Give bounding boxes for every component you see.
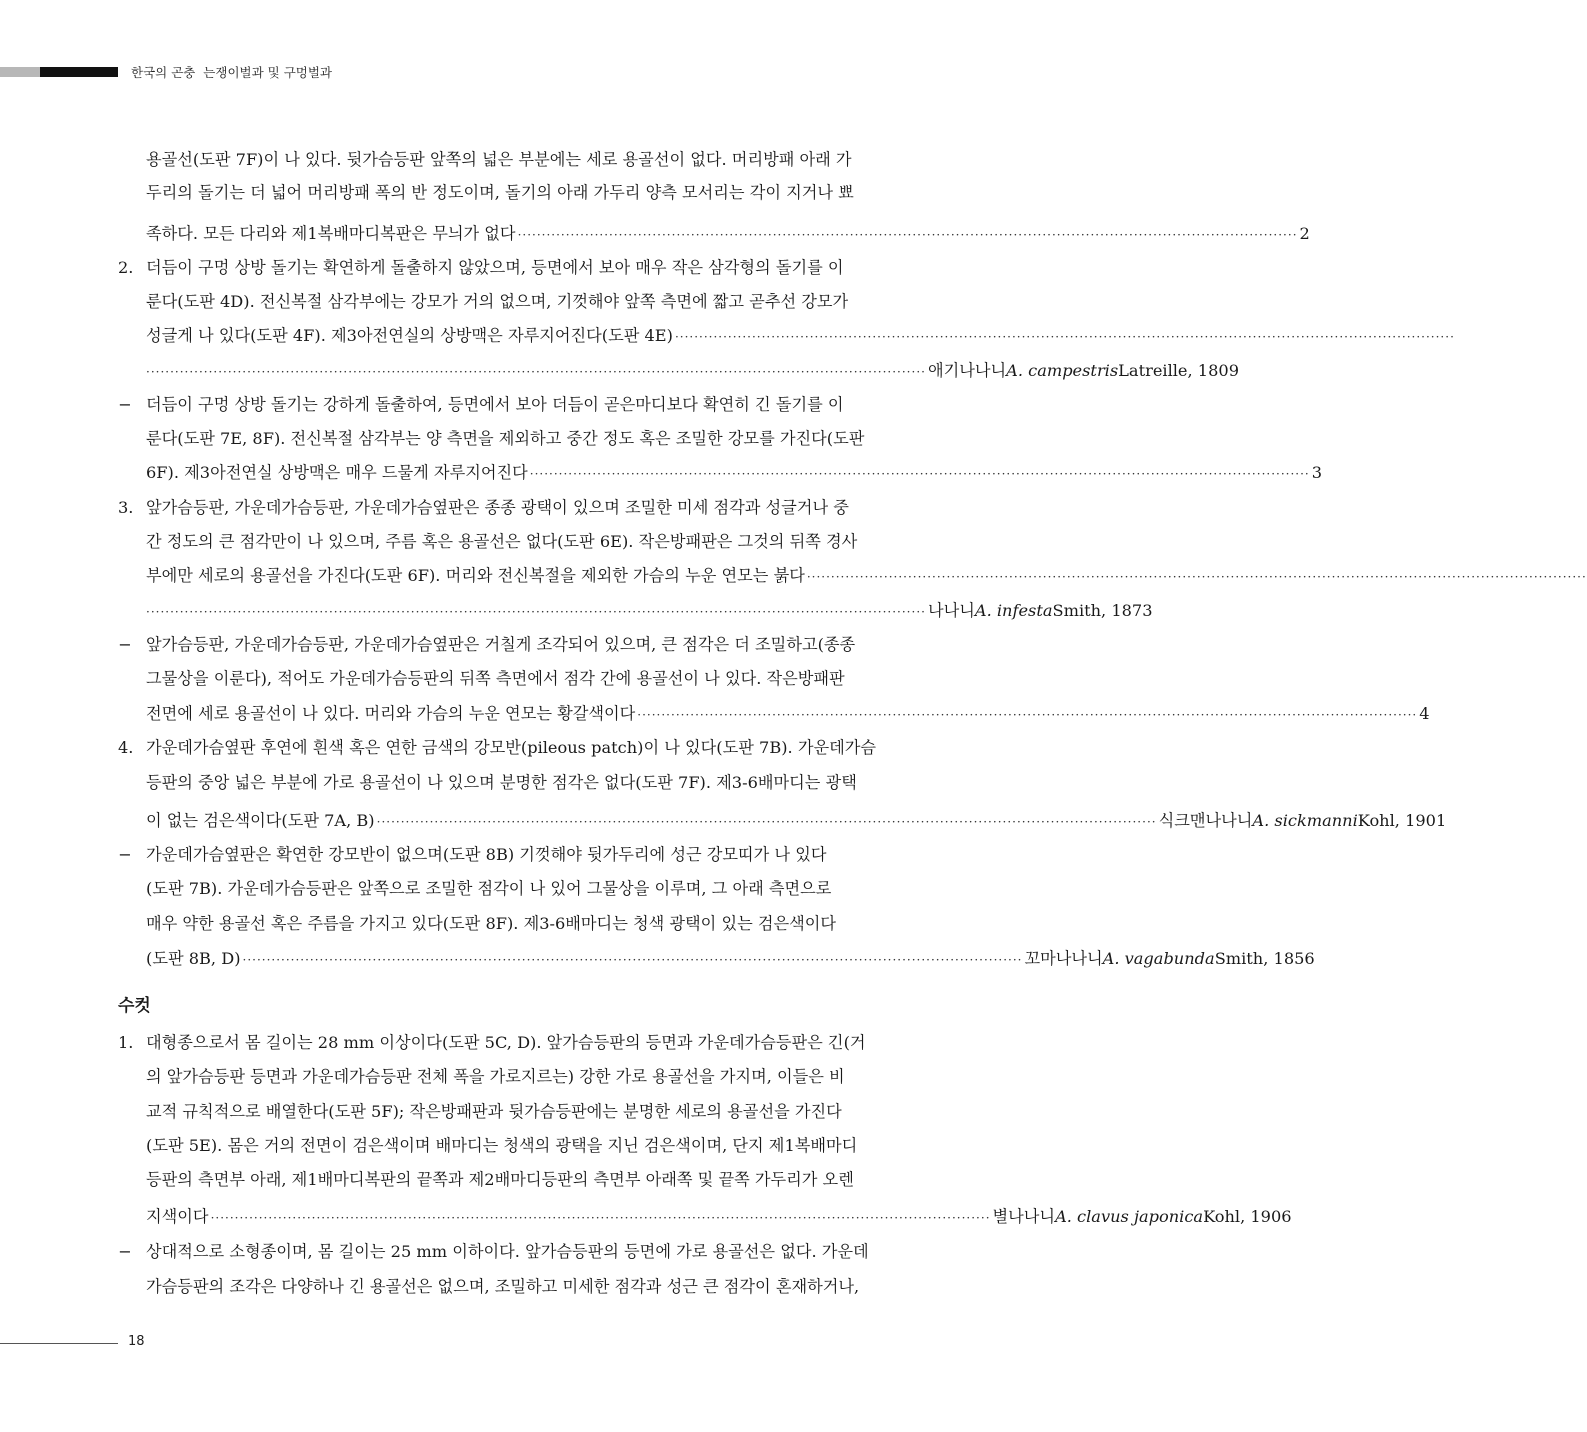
text-line xyxy=(146,809,1447,833)
species-korean-name: 애기나나니 xyxy=(927,361,1007,380)
leader-dots: ·································································································································································· xyxy=(529,467,1310,481)
text-span: 그물상을 이룬다), 적어도 가운데가슴등판의 뒤쪽 측면에서 점각 간에 용골선이 나 있다. 작은방패판 xyxy=(146,669,845,688)
text-span: (도판 8B, D) xyxy=(146,949,241,968)
text-line xyxy=(146,1065,960,1089)
text-span: 등판의 중앙 넓은 부분에 가로 용골선이 나 있으며 분명한 점각은 없다(도판 7F). 제3-6배마디는 광택 xyxy=(146,773,857,792)
couplet-dash: − xyxy=(118,1242,132,1261)
text-span: 가슴등판의 조각은 다양하나 긴 용골선은 없으며, 조밀하고 미세한 점각과 성근 큰 점각이 혼재하거나, xyxy=(146,1277,860,1296)
text-line xyxy=(146,912,960,936)
text-line xyxy=(146,771,960,795)
couplet-number: 3. xyxy=(118,498,134,517)
text-span: 룬다(도판 4D). 전신복절 삼각부에는 강모가 거의 없으며, 기껏해야 앞쪽 측면에 짧고 곧추선 강모가 xyxy=(146,292,849,311)
header-accent-gray xyxy=(0,67,40,77)
text-line xyxy=(146,843,960,867)
footer-rule xyxy=(0,1343,118,1344)
running-header: 한국의 곤충 는쟁이벌과 및 구멍벌과 xyxy=(131,65,332,80)
text-line xyxy=(146,148,960,172)
text-line xyxy=(146,461,1323,485)
text-span: 부에만 세로의 용골선을 가진다(도판 6F). 머리와 전신복절을 제외한 가슴의 누운 연모는 붉다 xyxy=(146,566,805,585)
couplet-dash: − xyxy=(118,635,132,654)
text-line xyxy=(146,1275,960,1299)
text-span: 전면에 세로 용골선이 나 있다. 머리와 가슴의 누운 연모는 황갈색이다 xyxy=(146,704,636,723)
text-span: 가운데가슴옆판은 확연한 강모반이 없으며(도판 8B) 기껏해야 뒷가두리에 성근 강모띠가 나 있다 xyxy=(146,845,827,864)
text-span: 앞가슴등판, 가운데가슴등판, 가운데가슴옆판은 거칠게 조각되어 있으며, 큰 점각은 더 조밀하고(종종 xyxy=(146,635,856,654)
section-heading: 수컷 xyxy=(118,996,151,1016)
couplet-dash: − xyxy=(118,395,132,414)
text-span: 앞가슴등판, 가운데가슴등판, 가운데가슴옆판은 종종 광택이 있으며 조밀한 미세 점각과 성글거나 중 xyxy=(146,498,849,517)
text-line xyxy=(146,393,960,417)
text-span: 지색이다 xyxy=(146,1207,209,1226)
text-span: 성글게 나 있다(도판 4F). 제3아전연실의 상방맥은 자루지어진다(도판 4E) xyxy=(146,326,673,345)
species-scientific-name: A. clavus japonica xyxy=(1055,1207,1204,1226)
text-line xyxy=(146,222,1310,246)
text-span: 대형종으로서 몸 길이는 28 mm 이상이다(도판 5C, D). 앞가슴등판의 등면과 가운데가슴등판은 긴(거 xyxy=(146,1033,866,1052)
couplet-number: 1. xyxy=(118,1033,134,1052)
leader-dots: ·································································································································································· xyxy=(210,1211,991,1225)
text-line xyxy=(146,667,960,691)
text-span: (도판 5E). 몸은 거의 전면이 검은색이며 배마디는 청색의 광택을 지닌 검은색이며, 단지 제1복배마디 xyxy=(146,1136,858,1155)
species-author: Kohl, 1906 xyxy=(1203,1207,1292,1226)
text-line xyxy=(146,290,960,314)
text-line xyxy=(146,1205,1292,1229)
leader-dots: ·································································································································································· xyxy=(674,330,1455,344)
text-line xyxy=(146,702,1430,726)
leader-dots: ·································································································································································· xyxy=(806,570,1587,584)
text-span: 의 앞가슴등판 등면과 가운데가슴등판 전체 폭을 가로지르는) 강한 가로 용골선을 가지며, 이들은 비 xyxy=(146,1067,845,1086)
text-span: (도판 7B). 가운데가슴등판은 앞쪽으로 조밀한 점각이 나 있어 그물상을 이루며, 그 아래 측면으로 xyxy=(146,879,832,898)
text-span: 매우 약한 용골선 혹은 주름을 가지고 있다(도판 8F). 제3-6배마디는 청색 광택이 있는 검은색이다 xyxy=(146,914,837,933)
text-line xyxy=(146,496,960,520)
text-span: 6F). 제3아전연실 상방맥은 매우 드물게 자루지어진다 xyxy=(146,463,528,482)
text-line xyxy=(146,633,960,657)
text-line xyxy=(146,1134,960,1158)
species-author: Smith, 1873 xyxy=(1052,601,1153,620)
text-line xyxy=(146,530,960,554)
text-span: 상대적으로 소형종이며, 몸 길이는 25 mm 이하이다. 앞가슴등판의 등면에 가로 용골선은 없다. 가운데 xyxy=(146,1242,869,1261)
species-author: Kohl, 1901 xyxy=(1357,811,1447,830)
leader-dots: ·································································································································································· xyxy=(146,605,926,619)
text-span: 간 정도의 큰 점각만이 나 있으며, 주름 혹은 용골선은 없다(도판 6E). 작은방패판은 그것의 뒤쪽 경사 xyxy=(146,532,858,551)
leader-dots: ·································································································································································· xyxy=(376,815,1157,829)
text-span: 등판의 측면부 아래, 제1배마디복판의 끝쪽과 제2배마디등판의 측면부 아래쪽 및 끝쪽 가두리가 오렌 xyxy=(146,1170,854,1189)
couplet-number: 2. xyxy=(118,258,134,277)
text-line xyxy=(146,359,1239,383)
text-span: 이 없는 검은색이다(도판 7A, B) xyxy=(146,811,375,830)
text-line xyxy=(146,181,960,205)
text-span: 더듬이 구멍 상방 돌기는 강하게 돌출하여, 등면에서 보아 더듬이 곧은마디보다 확연히 긴 돌기를 이 xyxy=(146,395,844,414)
text-line xyxy=(146,736,960,760)
species-author: Latreille, 1809 xyxy=(1118,361,1239,380)
text-line xyxy=(146,1240,960,1264)
species-author: Smith, 1856 xyxy=(1214,949,1315,968)
couplet-reference: 4 xyxy=(1419,704,1430,723)
text-line xyxy=(146,1100,960,1124)
text-line xyxy=(146,564,1587,588)
text-line xyxy=(146,324,1455,348)
species-korean-name: 꼬마나나니 xyxy=(1024,949,1103,968)
text-span: 교적 규칙적으로 배열한다(도판 5F); 작은방패판과 뒷가슴등판에는 분명한 세로의 용골선을 가진다 xyxy=(146,1102,842,1121)
text-span: 가운데가슴옆판 후연에 흰색 혹은 연한 금색의 강모반(pileous patch)이 나 있다(도판 7B). 가운데가슴 xyxy=(146,738,877,757)
text-line xyxy=(146,1168,960,1192)
text-span: 룬다(도판 7E, 8F). 전신복절 삼각부는 양 측면을 제외하고 중간 정도 혹은 조밀한 강모를 가진다(도판 xyxy=(146,429,865,448)
species-scientific-name: A. sickmanni xyxy=(1252,811,1358,830)
couplet-reference: 3 xyxy=(1311,463,1323,482)
couplet-dash: − xyxy=(118,845,132,864)
text-span: 두리의 돌기는 더 넓어 머리방패 폭의 반 정도이며, 돌기의 아래 가두리 양측 모서리는 각이 지거나 뾰 xyxy=(146,183,854,202)
text-line xyxy=(146,427,960,451)
leader-dots: ·································································································································································· xyxy=(242,953,1023,967)
text-span: 용골선(도판 7F)이 나 있다. 뒷가슴등판 앞쪽의 넓은 부분에는 세로 용골선이 없다. 머리방패 아래 가 xyxy=(146,150,852,169)
header-accent-black xyxy=(40,67,118,77)
text-line xyxy=(146,1031,960,1055)
text-span: 더듬이 구멍 상방 돌기는 확연하게 돌출하지 않았으며, 등면에서 보아 매우 작은 삼각형의 돌기를 이 xyxy=(146,258,844,277)
species-scientific-name: A. vagabunda xyxy=(1102,949,1215,968)
text-line xyxy=(146,947,1315,971)
species-korean-name: 나나니 xyxy=(927,601,975,620)
leader-dots: ·································································································································································· xyxy=(146,365,926,379)
text-line xyxy=(146,599,1153,623)
leader-dots: ·································································································································································· xyxy=(517,228,1298,242)
species-korean-name: 식크맨나나니 xyxy=(1158,811,1253,830)
leader-dots: ·································································································································································· xyxy=(637,708,1418,722)
couplet-number: 4. xyxy=(118,738,134,757)
species-korean-name: 별나나니 xyxy=(992,1207,1056,1226)
species-scientific-name: A. infesta xyxy=(974,601,1053,620)
page-number: 18 xyxy=(128,1334,145,1349)
species-scientific-name: A. campestris xyxy=(1006,361,1119,380)
couplet-reference: 2 xyxy=(1299,224,1310,243)
text-line xyxy=(146,877,960,901)
text-line xyxy=(146,256,960,280)
text-span: 족하다. 모든 다리와 제1복배마디복판은 무늬가 없다 xyxy=(146,224,516,243)
